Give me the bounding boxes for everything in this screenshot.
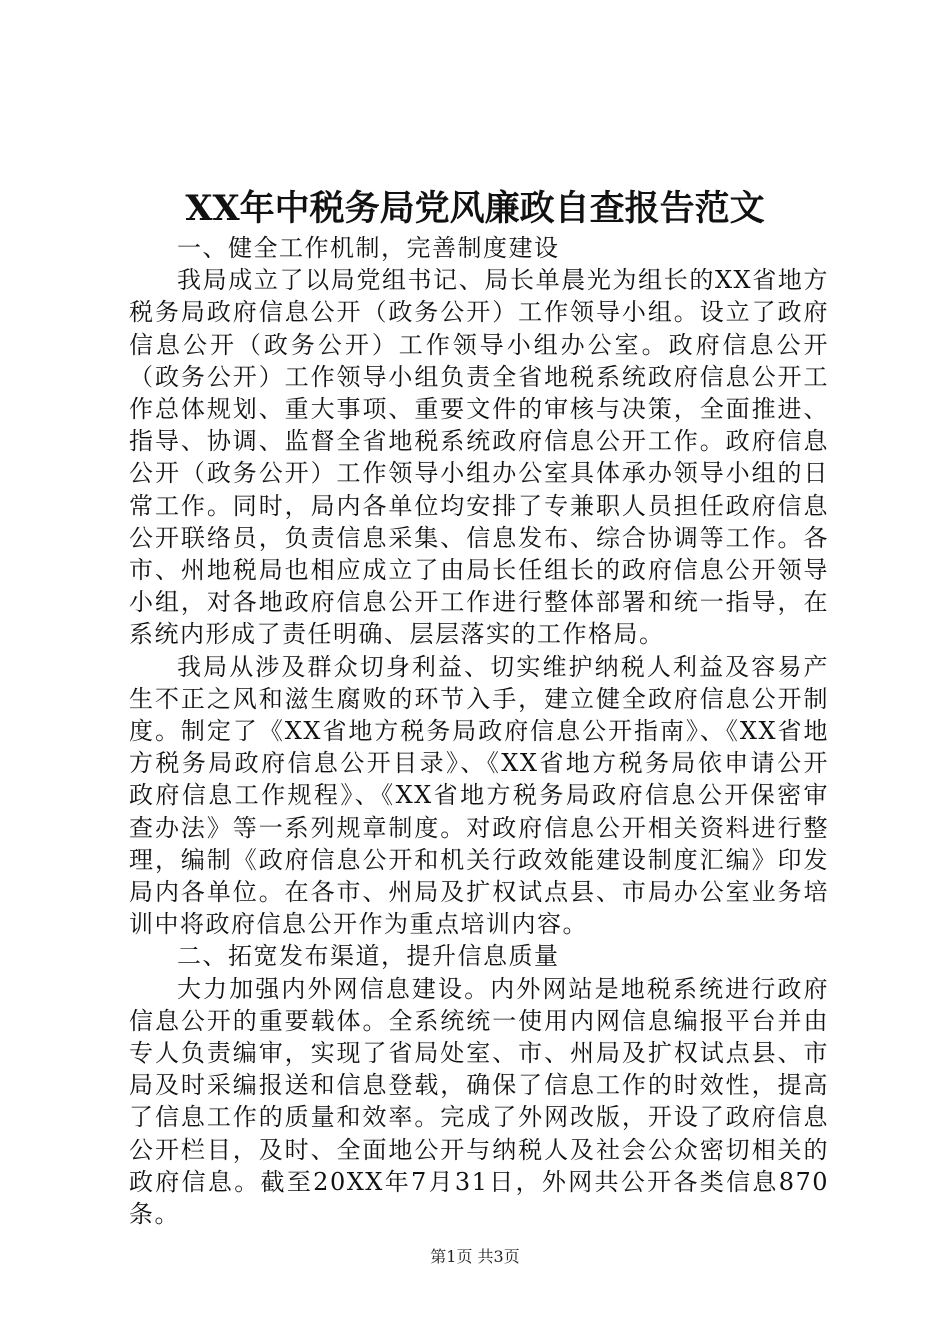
body-paragraph: 大力加强内外网信息建设。内外网站是地税系统进行政府信息公开的重要载体。全系统统一使用内网信息编报平台并由专人负责编审，实现了省局处室、市、州局及扩权试点县、市局及时采编报送和信息登载，确保了信息工作的时效性，提高了信息工作的质量和效率。完成了外网改版，开设了政府信息公开栏目，及时、全面地公开与纳税人及社会公众密切相关的政府信息。截至20XX年7月31日，外网共公开各类信息870条。 — [129, 974, 829, 1229]
document-body — [129, 232, 829, 1230]
document-title: XX年中税务局党风廉政自查报告范文 — [185, 188, 765, 229]
body-paragraph: 我局成立了以局党组书记、局长单晨光为组长的XX省地方税务局政府信息公开（政务公开）工作领导小组。设立了政府信息公开（政务公开）工作领导小组办公室。政府信息公开（政务公开）工作领导小组负责全省地税系统政府信息公开工作总体规划、重大事项、重要文件的审核与决策，全面推进、指导、协调、监督全省地税系统政府信息公开工作。政府信息公开（政务公开）工作领导小组办公室具体承办领导小组的日常工作。同时，局内各单位均安排了专兼职人员担任政府信息公开联络员，负责信息采集、信息发布、综合协调等工作。各市、州地税局也相应成立了由局长任组长的政府信息公开领导小组，对各地政府信息公开工作进行整体部署和统一指导，在系统内形成了责任明确、层层落实的工作格局。 — [129, 266, 829, 649]
page-number-footer: 第1页 共3页 — [430, 1247, 520, 1266]
section-heading: 一、健全工作机制，完善制度建设 — [177, 234, 560, 262]
section-heading: 二、拓宽发布渠道，提升信息质量 — [177, 942, 560, 971]
body-paragraph: 我局从涉及群众切身利益、切实维护纳税人利益及容易产生不正之风和滋生腐败的环节入手，建立健全政府信息公开制度。制定了《XX省地方税务局政府信息公开指南》、《XX省地方税务局政府信息公开目录》、《XX省地方税务局依申请公开政府信息工作规程》、《XX省地方税务局政府信息公开保密审查办法》等一系列规章制度。对政府信息公开相关资料进行整理，编制《政府信息公开和机关行政效能建设制度汇编》印发局内各单位。在各市、州局及扩权试点县、市局办公室业务培训中将政府信息公开作为重点培训内容。 — [129, 652, 829, 939]
